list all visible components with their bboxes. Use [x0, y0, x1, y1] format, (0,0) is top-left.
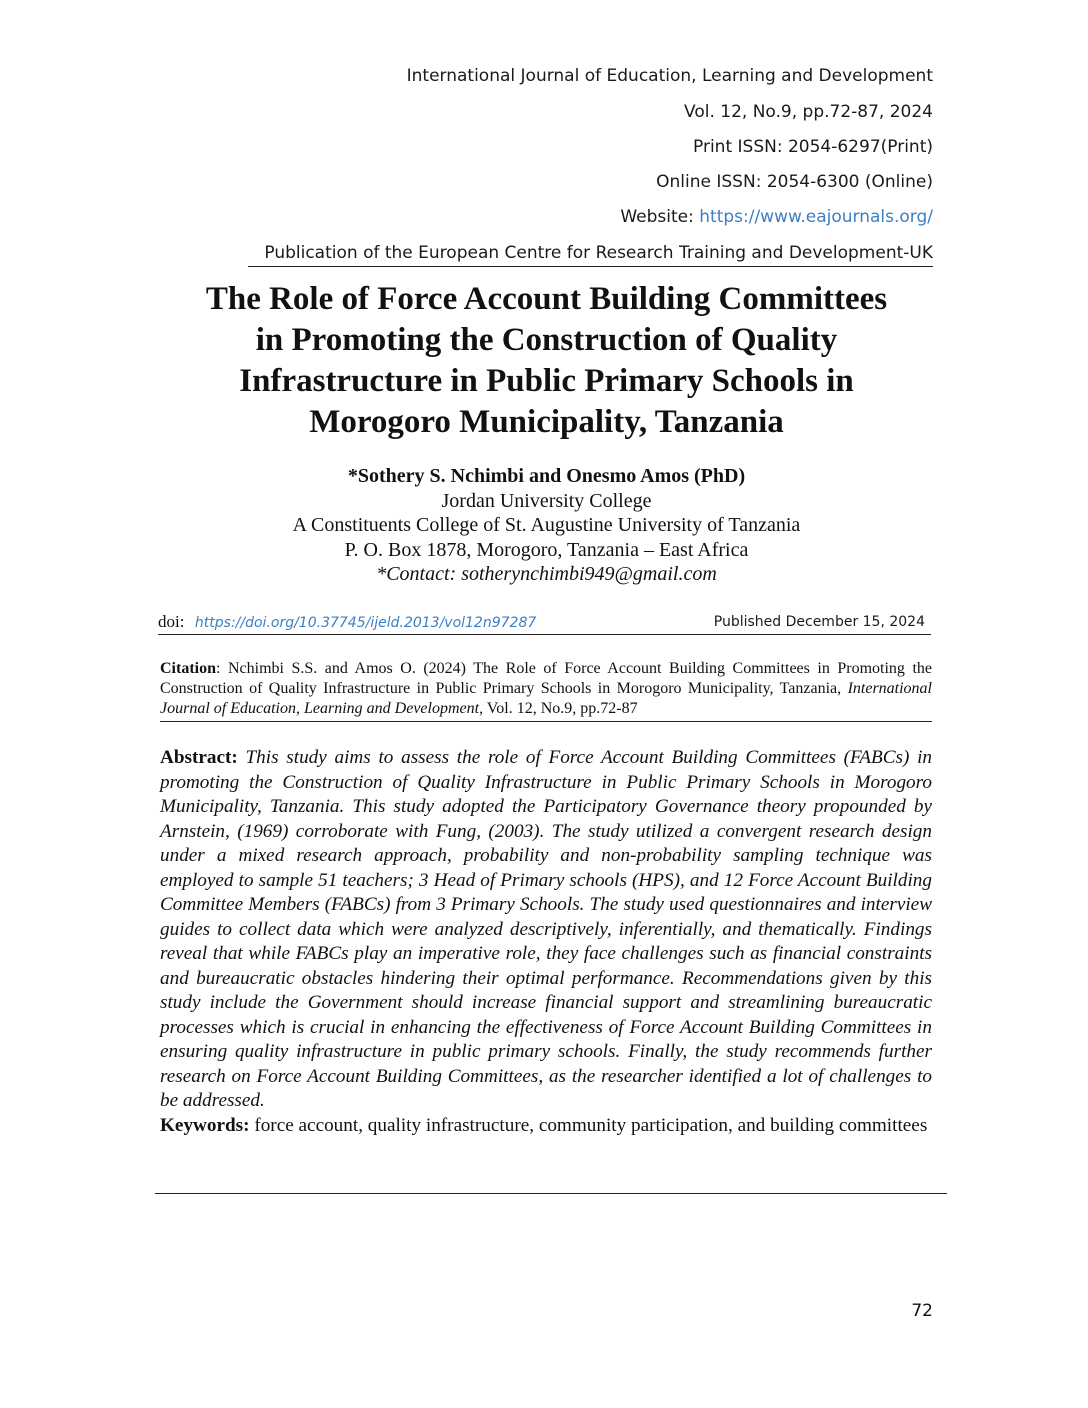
- paper-title: [150, 279, 943, 443]
- doi-row: [158, 612, 931, 635]
- keywords: [160, 1114, 932, 1139]
- keywords-text: force account, quality infrastructure, community participation, and building committees: [249, 1114, 928, 1136]
- doi-link[interactable]: https://doi.org/10.37745/ijeld.2013/vol12n97287: [194, 615, 537, 631]
- citation-journal: International Journal of Education, Learning and Development: [160, 680, 932, 717]
- title-line-3: Infrastructure in Public Primary Schools in: [239, 363, 854, 399]
- author-contact: *Contact: sotherynchimbi949@gmail.com: [376, 563, 717, 585]
- abstract: [160, 746, 932, 1138]
- citation: [160, 659, 932, 722]
- abstract-label: Abstract:: [160, 747, 238, 768]
- abstract-text: This study aims to assess the role of Force Account Building Committees (FABCs) in promoting the Construction of Quality Infrastructure in Public Primary Schools in Morogoro Municipality, Tanzania. This study adopted the Participatory Governance theory propounded by Arnstein, (1969) corroborate with Fung, (2003). The study utilized a convergent research design under a mixed research approach, probability and non-probability sampling technique was employed to sample 51 teachers; 3 Head of Primary schools (HPS), and 12 Force Account Building Committee Members (FABCs) from 3 Primary Schools. The study used questionnaires and interview guides to collect data which were analyzed descriptively, inferentially, and thematically. Findings reveal that while FABCs play an imperative role, they face challenges such as financial constraints and bureaucratic obstacles hindering their optimal performance. Recommendations given by this study include the Government should increase financial support and streamlining bureaucratic processes which is crucial in enhancing the effectiveness of Force Account Building Committees in ensuring quality infrastructure in public primary schools. Finally, the study recommends further research on Force Account Building Committees, as the researcher identified a lot of challenges to be addressed.: [160, 747, 932, 1111]
- title-line-1: The Role of Force Account Building Committees: [205, 281, 888, 317]
- affiliation-2: A Constituents College of St. Augustine University of Tanzania: [292, 514, 801, 536]
- author-block: [150, 464, 943, 587]
- print-issn: Print ISSN: 2054-6297(Print): [693, 137, 933, 157]
- page-number: 72: [911, 1301, 933, 1321]
- abstract-paragraph: [160, 746, 932, 1114]
- author-address: P. O. Box 1878, Morogoro, Tanzania – East Africa: [344, 538, 749, 561]
- published-date: Published December 15, 2024: [713, 614, 925, 630]
- citation-label: Citation: [160, 660, 216, 677]
- title-line-4: Morogoro Municipality, Tanzania: [309, 404, 784, 440]
- online-issn: Online ISSN: 2054-6300 (Online): [656, 172, 933, 192]
- website-line: [150, 206, 933, 228]
- website-link[interactable]: https://www.eajournals.org/: [699, 207, 933, 227]
- title-line-2: in Promoting the Construction of Quality: [255, 322, 838, 358]
- affiliation-1: Jordan University College: [441, 489, 652, 512]
- website-label: Website:: [620, 207, 700, 227]
- doi-label: doi:: [158, 612, 185, 631]
- citation-tail: , Vol. 12, No.9, pp.72-87: [479, 700, 638, 717]
- abstract-divider: [155, 1193, 947, 1194]
- citation-text: : Nchimbi S.S. and Amos O. (2024) The Role of Force Account Building Committees in Promoting the Construction of Quality Infrastructure in Public Primary Schools in Morogoro Municipality, Tanzania,: [160, 660, 932, 697]
- journal-name: International Journal of Education, Learning and Development: [406, 66, 933, 86]
- author-names: *Sothery S. Nchimbi and Onesmo Amos (PhD): [347, 465, 746, 487]
- keywords-label: Keywords:: [160, 1114, 250, 1136]
- publisher-line: Publication of the European Centre for Research Training and Development-UK: [248, 242, 933, 267]
- volume-info: Vol. 12, No.9, pp.72-87, 2024: [684, 102, 933, 122]
